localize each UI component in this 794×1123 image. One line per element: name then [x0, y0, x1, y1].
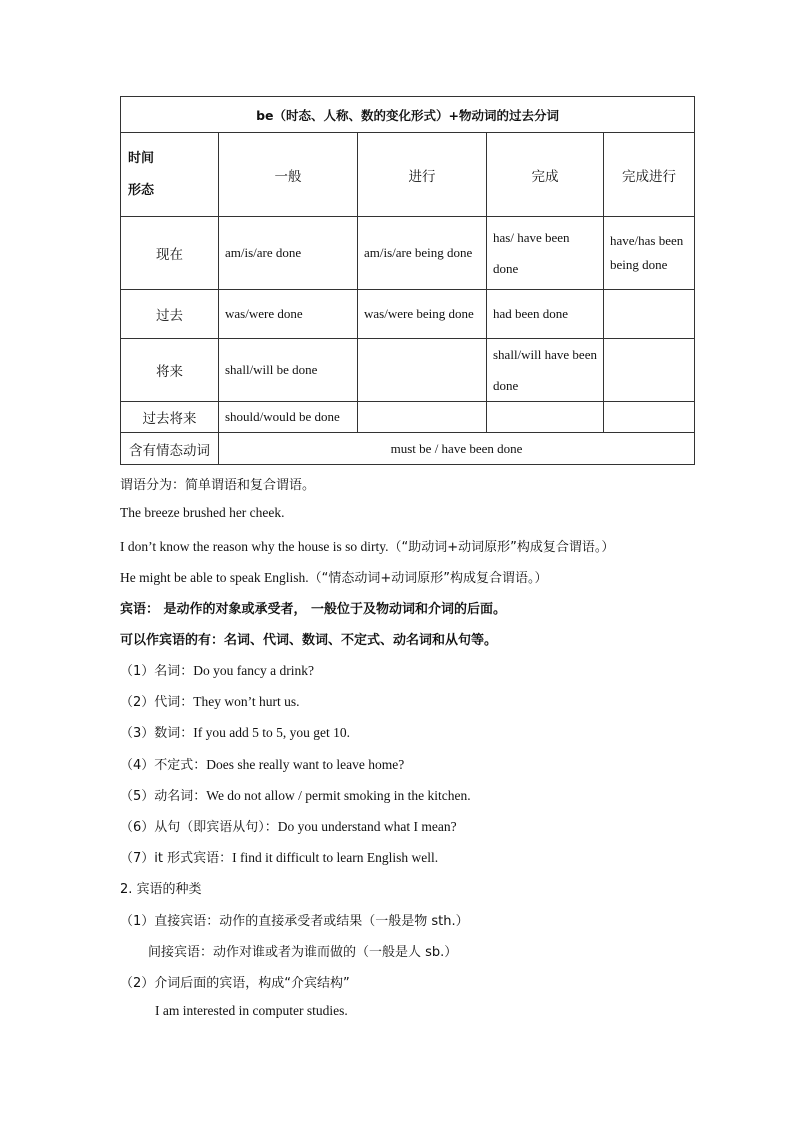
paragraph: 间接宾语：动作对谁或者为谁而做的（一般是人 sb.） — [148, 945, 458, 960]
row-label: 含有情态动词 — [121, 433, 219, 465]
list-item: （5）动名词：We do not allow / permit smoking in the kitchen. — [120, 788, 471, 804]
table-row — [121, 339, 695, 402]
paragraph: The breeze brushed her cheek. — [120, 505, 285, 520]
paragraph-english: I don’t know the reason why the house is so dirty. — [120, 539, 389, 554]
corner-cell — [121, 133, 219, 217]
table-title: be（时态、人称、数的变化形式）+物动词的过去分词 — [121, 97, 695, 133]
table-cell — [604, 402, 695, 433]
paragraph-note: （“助动词+动词原形”构成复合谓语。） — [388, 540, 615, 555]
table-row — [121, 433, 695, 465]
row-label: 过去 — [121, 290, 219, 339]
list-item: （7）it 形式宾语：I find it difficult to learn English well. — [120, 850, 439, 866]
table-cell: have/has been being done — [604, 217, 695, 290]
list-item: （4）不定式：Does she really want to leave home? — [120, 757, 405, 773]
table-cell: had been done — [487, 290, 604, 339]
corner-label-form: 形态 — [128, 182, 155, 198]
paragraph: （1）直接宾语：动作的直接承受者或结果（一般是物 sth.） — [120, 914, 469, 929]
table-cell: should/would be done — [219, 402, 358, 433]
paragraph: I am interested in computer studies. — [155, 1003, 348, 1018]
section-heading: 2. 宾语的种类 — [120, 882, 202, 897]
table-cell: was/were done — [219, 290, 358, 339]
table-cell: has/ have been done — [487, 217, 604, 290]
table-row — [121, 402, 695, 433]
table-cell — [604, 339, 695, 402]
column-header: 一般 — [219, 133, 358, 217]
list-item: （3）数词：If you add 5 to 5, you get 10. — [120, 725, 351, 741]
paragraph: 谓语分为：简单谓语和复合谓语。 — [120, 478, 316, 493]
table-cell — [358, 402, 487, 433]
column-header: 进行 — [358, 133, 487, 217]
table-cell: shall/will have been done — [487, 339, 604, 402]
table-row — [121, 290, 695, 339]
table-cell — [604, 290, 695, 339]
paragraph-note: （“情态动词+动词原形”构成复合谓语。） — [308, 571, 548, 586]
column-header: 完成进行 — [604, 133, 695, 217]
corner-label-time: 时间 — [128, 150, 155, 166]
paragraph-heading: 可以作宾语的有：名词、代词、数词、不定式、动名词和从句等。 — [120, 633, 498, 648]
table-cell: was/were being done — [358, 290, 487, 339]
table-row — [121, 217, 695, 290]
list-item: （1）名词：Do you fancy a drink? — [120, 663, 314, 679]
list-item: （6）从句（即宾语从句）：Do you understand what I mean? — [120, 819, 457, 835]
list-item: （2）代词：They won’t hurt us. — [120, 694, 300, 710]
table-cell — [358, 339, 487, 402]
table-cell: shall/will be done — [219, 339, 358, 402]
paragraph: （2）介词后面的宾语，构成“介宾结构” — [120, 976, 350, 991]
row-label: 过去将来 — [121, 402, 219, 433]
paragraph — [120, 567, 547, 586]
tense-table — [120, 96, 695, 465]
paragraph-heading: 宾语： 是动作的对象或承受者， 一般位于及物动词和介词的后面。 — [120, 602, 507, 617]
paragraph-english: He might be able to speak English. — [120, 570, 309, 585]
table-cell: am/is/are being done — [358, 217, 487, 290]
row-label: 将来 — [121, 339, 219, 402]
paragraph — [120, 536, 614, 555]
table-cell: must be / have been done — [219, 433, 695, 465]
table-cell — [487, 402, 604, 433]
column-header: 完成 — [487, 133, 604, 217]
table-cell: am/is/are done — [219, 217, 358, 290]
row-label: 现在 — [121, 217, 219, 290]
